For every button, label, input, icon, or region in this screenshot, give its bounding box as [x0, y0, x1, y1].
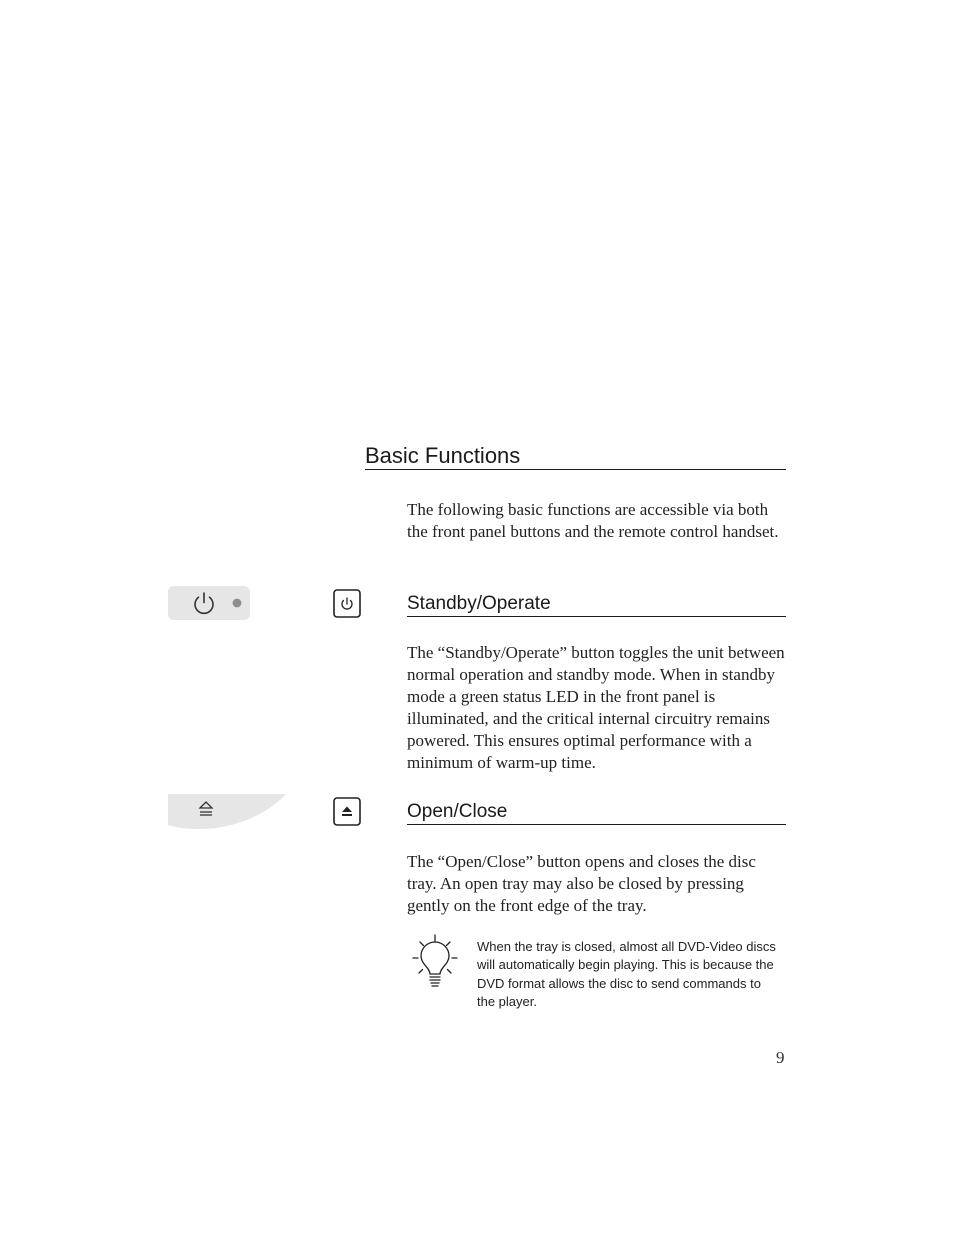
standby-heading: Standby/Operate — [407, 593, 551, 614]
tip-lightbulb — [410, 933, 460, 991]
remote-eject-button-illustration — [333, 797, 361, 826]
lightbulb-icon — [410, 933, 460, 991]
open-close-paragraph: The “Open/Close” button opens and closes the disc tray. An open tray may also be closed by pressing gently on the front edge of the tray. — [407, 852, 756, 915]
title-rule — [365, 469, 786, 470]
open-close-heading: Open/Close — [407, 801, 508, 822]
page-number: 9 — [776, 1048, 785, 1067]
open-close-rule — [407, 824, 786, 825]
standby-rule — [407, 616, 786, 617]
intro-paragraph: The following basic functions are accessible via both the front panel buttons and the remote control handset. — [407, 500, 779, 541]
standby-paragraph: The “Standby/Operate” button toggles the unit between normal operation and standby mode. When in standby mode a green status LED in the front panel is illuminated, and the critical internal circuitry remains powered. This ensures optimal performance with a minimum of warm-up time. — [407, 643, 785, 772]
tip-text: When the tray is closed, almost all DVD-Video discs will automatically begin playing. This is because the DVD format allows the disc to send commands to the player. — [477, 939, 776, 1009]
page-title: Basic Functions — [365, 443, 521, 468]
front-panel-eject-illustration — [168, 794, 286, 830]
remote-standby-button-illustration — [333, 589, 361, 618]
status-led — [233, 599, 242, 608]
front-panel-standby-illustration — [168, 586, 250, 620]
